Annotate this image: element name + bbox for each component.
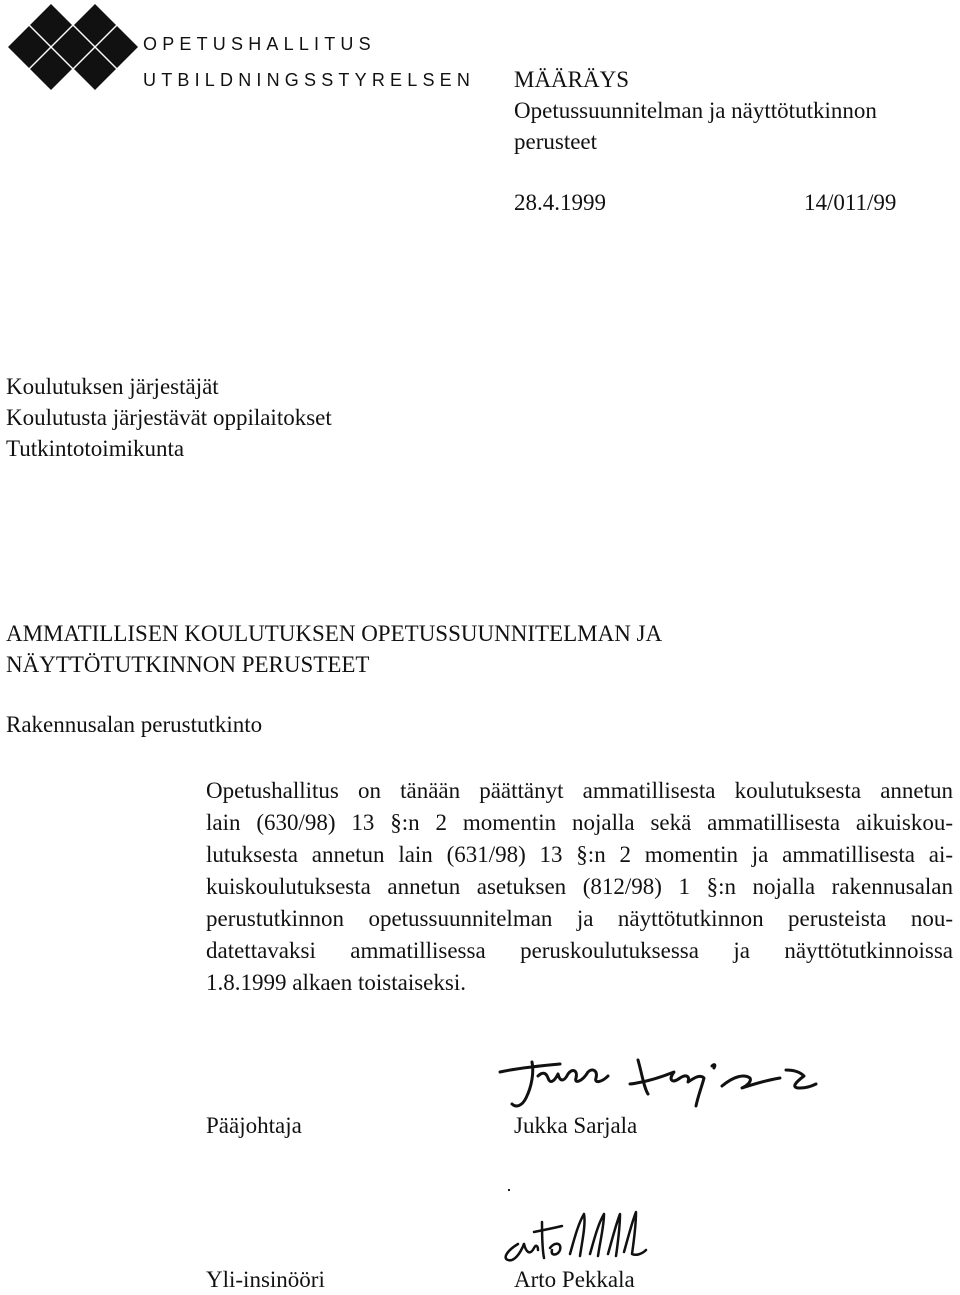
body-line: lutuksesta annetun lain (631/98) 13 §:n 2 momentin ja ammatillisesta ai- [206,842,953,867]
document-subject-line: perusteet [514,129,598,154]
organization-name-swedish: UTBILDNINGSSTYRELSEN [143,70,476,90]
dot-mark [508,1189,510,1191]
signatory-name: Jukka Sarjala [514,1113,638,1138]
signatory-name: Arto Pekkala [514,1267,635,1292]
document-subject-line: Opetussuunnitelman ja näyttötutkinnon [514,98,877,123]
body-line: lain (630/98) 13 §:n 2 momentin nojalla sekä ammatillisesta aikuiskou- [206,810,953,835]
body-line: datettavaksi ammatillisessa peruskoulutuksessa ja näyttötutkinnoissa [206,938,953,963]
recipient: Tutkintotoimikunta [6,436,185,461]
document-type: MÄÄRÄYS [514,67,630,92]
diamond-grid-logo-icon [8,4,138,90]
organization-name-finnish: OPETUSHALLITUS [143,34,376,54]
recipient: Koulutuksen järjestäjät [6,374,219,399]
signatory-title: Yli-insinööri [206,1267,325,1292]
document-title-line: NÄYTTÖTUTKINNON PERUSTEET [6,652,370,677]
handwritten-signature [498,1048,818,1116]
document-title-line: AMMATILLISEN KOULUTUKSEN OPETUSSUUNNITELMAN JA [6,621,663,646]
body-line: perustutkinnon opetussuunnitelman ja näyttötutkinnon perusteista nou- [206,906,953,931]
recipient: Koulutusta järjestävät oppilaitokset [6,405,332,430]
signatory-title: Pääjohtaja [206,1113,302,1138]
body-line: 1.8.1999 alkaen toistaiseksi. [206,970,466,995]
body-line: kuiskoulutuksesta annetun asetuksen (812/98) 1 §:n nojalla rakennusalan [206,874,953,899]
body-paragraph [206,775,953,999]
document-reference-number: 14/011/99 [804,190,897,215]
document-subtitle: Rakennusalan perustutkinto [6,712,263,737]
handwritten-signature [498,1204,648,1266]
body-line: Opetushallitus on tänään päättänyt ammatillisesta koulutuksesta annetun [206,778,953,803]
document-date: 28.4.1999 [514,190,606,215]
